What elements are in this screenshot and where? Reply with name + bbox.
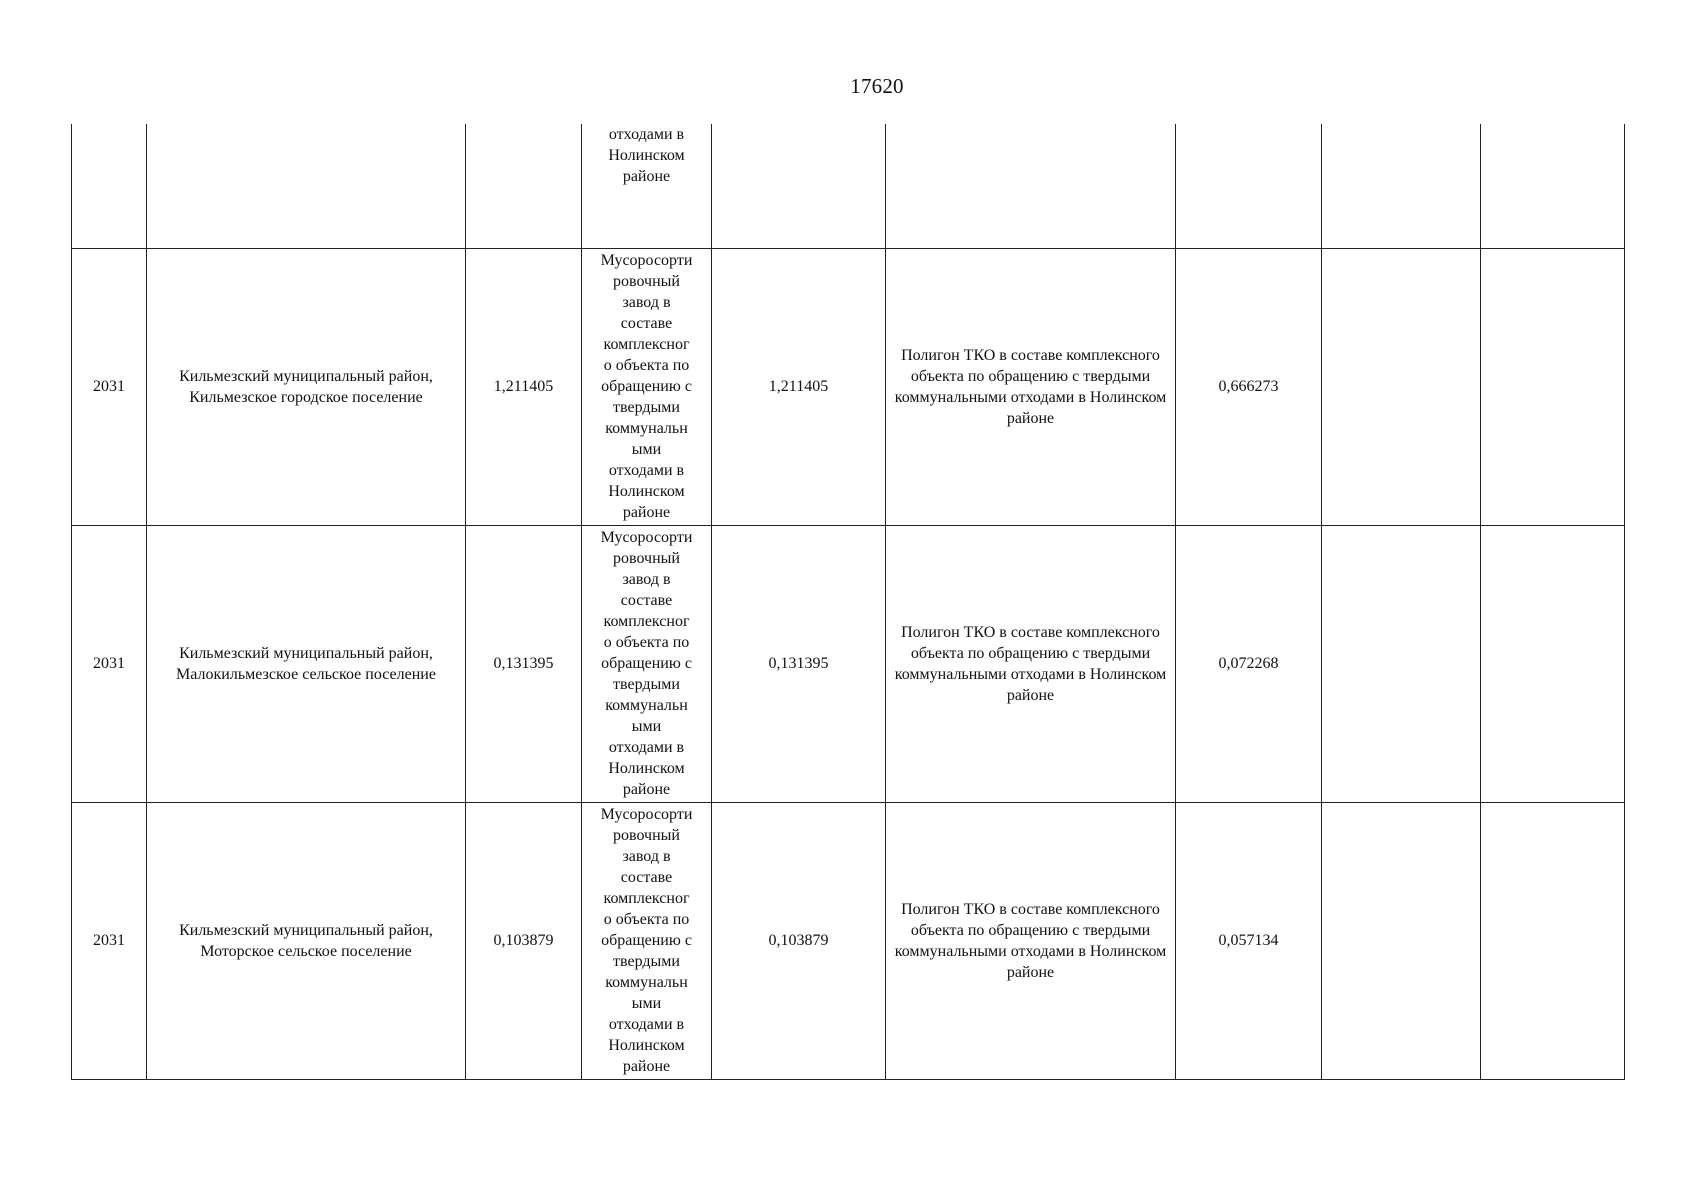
- facility-line: районе: [622, 504, 671, 521]
- mass-transferred-cell: 1,211405: [712, 248, 886, 525]
- table-row: [72, 802, 1625, 1079]
- empty-cell: [1481, 248, 1625, 525]
- facility-line: районе: [622, 168, 671, 185]
- facility-line: ровочный: [613, 273, 680, 290]
- facility-line: ровочный: [613, 827, 680, 844]
- empty-cell: [1481, 525, 1625, 802]
- municipality-cell: Кильмезский муниципальный район, Кильмезское городское поселение: [147, 248, 466, 525]
- year-cell: [72, 124, 147, 248]
- facility-line: твердыми: [613, 399, 680, 416]
- facility-line: Нолинском: [608, 147, 685, 164]
- processing-facility-cell: [582, 525, 712, 802]
- facility-line: коммунальн: [605, 974, 688, 991]
- empty-cell: [1322, 248, 1481, 525]
- processing-facility-cell: [582, 802, 712, 1079]
- facility-line: о объекта по: [603, 634, 690, 651]
- year-cell: 2031: [72, 802, 147, 1079]
- empty-cell: [1481, 124, 1625, 248]
- facility-line: обращению с: [601, 378, 692, 395]
- waste-flow-table: [71, 124, 1625, 1080]
- facility-line: Мусоросорти: [600, 806, 693, 823]
- facility-line: о объекта по: [603, 911, 690, 928]
- facility-line: составе: [620, 315, 673, 332]
- empty-cell: [1481, 802, 1625, 1079]
- facility-line: ыми: [631, 441, 662, 458]
- facility-line: Нолинском: [608, 1037, 685, 1054]
- municipality-cell: Кильмезский муниципальный район, Малокильмезское сельское поселение: [147, 525, 466, 802]
- disposal-facility-cell: Полигон ТКО в составе комплексного объекта по обращению с твердыми коммунальными отходами в Нолинском районе: [886, 525, 1176, 802]
- processing-facility-cell: [582, 124, 712, 248]
- table-row-continuation: [72, 124, 1625, 248]
- facility-line: ыми: [631, 718, 662, 735]
- table-row: [72, 525, 1625, 802]
- empty-cell: [1322, 124, 1481, 248]
- facility-line: отходами в: [608, 739, 685, 756]
- facility-line: комплексног: [603, 890, 690, 907]
- facility-line: коммунальн: [605, 697, 688, 714]
- facility-line: Нолинском: [608, 483, 685, 500]
- facility-line: районе: [622, 781, 671, 798]
- disposal-facility-cell: [886, 124, 1176, 248]
- table-row: [72, 248, 1625, 525]
- mass-total-cell: 0,103879: [466, 802, 582, 1079]
- municipality-cell: Кильмезский муниципальный район, Моторское сельское поселение: [147, 802, 466, 1079]
- facility-line: Нолинском: [608, 760, 685, 777]
- facility-line: о объекта по: [603, 357, 690, 374]
- facility-line: составе: [620, 869, 673, 886]
- facility-line: твердыми: [613, 953, 680, 970]
- mass-transferred-cell: [712, 124, 886, 248]
- facility-line: отходами в: [608, 462, 685, 479]
- facility-line: комплексног: [603, 336, 690, 353]
- facility-line: ровочный: [613, 550, 680, 567]
- mass-transferred-cell: 0,103879: [712, 802, 886, 1079]
- facility-line: завод в: [622, 848, 671, 865]
- mass-disposed-cell: [1176, 124, 1322, 248]
- mass-total-cell: 1,211405: [466, 248, 582, 525]
- facility-line: твердыми: [613, 676, 680, 693]
- disposal-facility-cell: Полигон ТКО в составе комплексного объекта по обращению с твердыми коммунальными отходами в Нолинском районе: [886, 248, 1176, 525]
- mass-disposed-cell: 0,057134: [1176, 802, 1322, 1079]
- facility-line: комплексног: [603, 613, 690, 630]
- facility-line: ыми: [631, 995, 662, 1012]
- facility-line: отходами в: [608, 1016, 685, 1033]
- facility-line: районе: [622, 1058, 671, 1075]
- mass-total-cell: [466, 124, 582, 248]
- facility-line: составе: [620, 592, 673, 609]
- mass-disposed-cell: 0,072268: [1176, 525, 1322, 802]
- page-number: 17620: [850, 74, 904, 98]
- empty-cell: [1322, 802, 1481, 1079]
- facility-line: отходами в: [608, 126, 685, 143]
- mass-total-cell: 0,131395: [466, 525, 582, 802]
- empty-cell: [1322, 525, 1481, 802]
- disposal-facility-cell: Полигон ТКО в составе комплексного объекта по обращению с твердыми коммунальными отходами в Нолинском районе: [886, 802, 1176, 1079]
- facility-line: коммунальн: [605, 420, 688, 437]
- facility-line: Мусоросорти: [600, 529, 693, 546]
- facility-line: обращению с: [601, 932, 692, 949]
- processing-facility-cell: [582, 248, 712, 525]
- year-cell: 2031: [72, 248, 147, 525]
- facility-line: завод в: [622, 294, 671, 311]
- facility-line: Мусоросорти: [600, 252, 693, 269]
- mass-disposed-cell: 0,666273: [1176, 248, 1322, 525]
- mass-transferred-cell: 0,131395: [712, 525, 886, 802]
- year-cell: 2031: [72, 525, 147, 802]
- municipality-cell: [147, 124, 466, 248]
- facility-line: завод в: [622, 571, 671, 588]
- facility-line: обращению с: [601, 655, 692, 672]
